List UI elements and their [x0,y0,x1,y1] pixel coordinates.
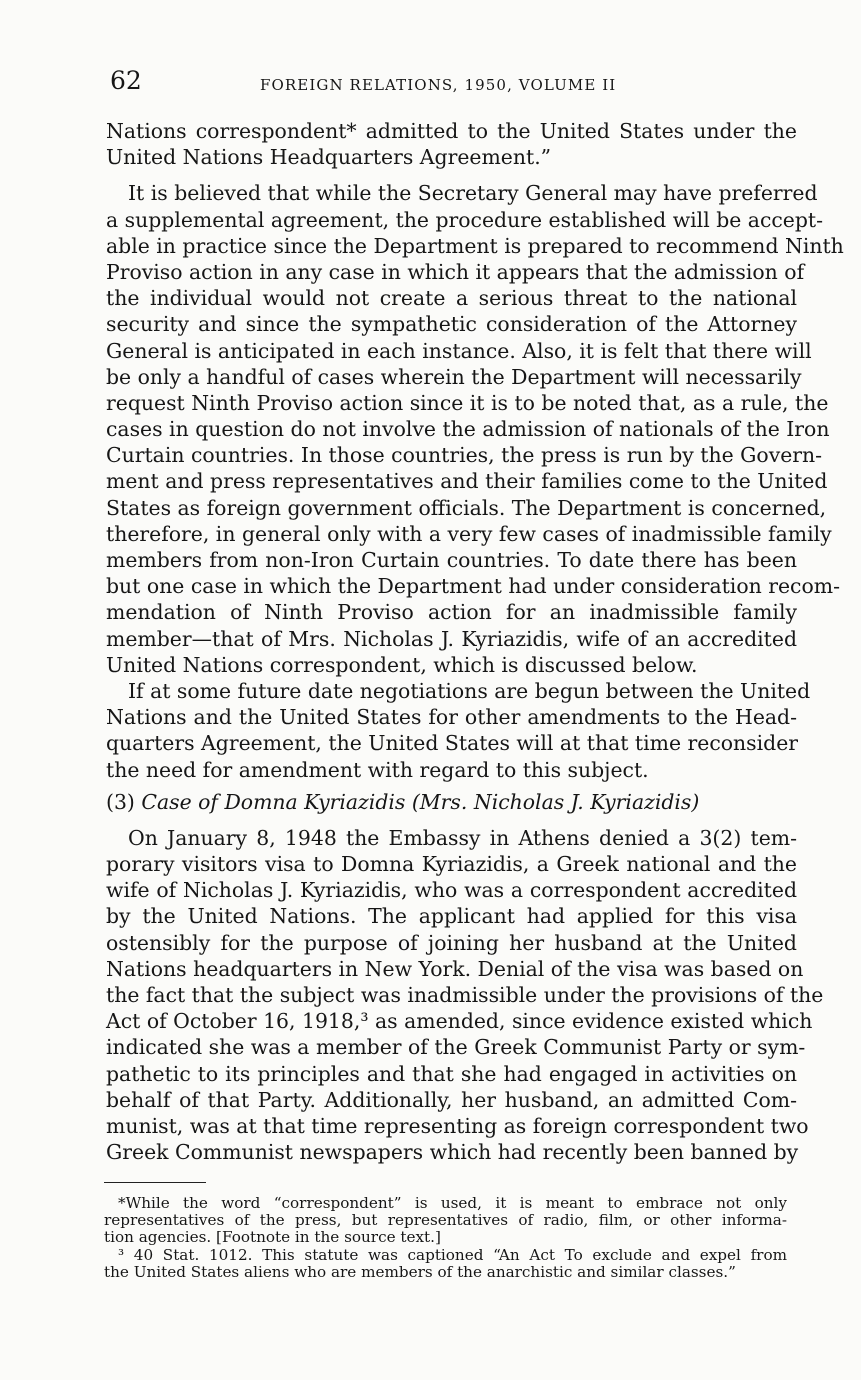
text-line: but one case in which the Department had under consideration recom- [106,574,840,599]
text-line: security and since the sympathetic consideration of the Attorney [106,312,797,337]
text-line: the individual would not create a serious threat to the national [106,286,797,311]
paragraph-visa-denial [106,825,824,1165]
text-line: the fact that the subject was inadmissible under the provisions of the [106,983,824,1007]
text-line: It is believed that while the Secretary General may have preferred [128,181,818,206]
footnotes [104,1195,787,1281]
footnote-line: the United States aliens who are members of the anarchistic and similar classes.” [104,1262,736,1281]
paragraph-continuation [106,118,797,170]
text-line: Curtain countries. In those countries, the press is run by the Govern- [106,443,823,468]
text-line: behalf of that Party. Additionally, her husband, an admitted Com- [106,1087,797,1112]
text-line: porary visitors visa to Domna Kyriazidis, a Greek national and the [106,852,797,877]
text-line: General is anticipated in each instance. Also, it is felt that there will [106,338,812,363]
text-line: United Nations Headquarters Agreement.” [106,145,552,170]
text-line: ment and press representatives and their families come to the United [106,469,828,494]
text-line: Greek Communist newspapers which had recently been banned by [106,1140,799,1165]
text-line: United Nations correspondent, which is discussed below. [106,652,698,677]
footnote-line: ³ 40 Stat. 1012. This statute was captioned “An Act To exclude and expel from [118,1245,787,1264]
paragraph-future-negotiations [106,678,811,783]
running-title: FOREIGN RELATIONS, 1950, VOLUME II [260,76,617,94]
footnote-line: tion agencies. [Footnote in the source text.] [104,1228,441,1247]
text-line: request Ninth Proviso action since it is to be noted that, as a rule, the [106,390,829,415]
text-line: indicated she was a member of the Greek Communist Party or sym- [106,1035,806,1060]
text-line: quarters Agreement, the United States will at that time reconsider [106,731,799,756]
text-line: by the United Nations. The applicant had applied for this visa [106,904,797,929]
text-line: Nations headquarters in New York. Denial of the visa was based on [106,956,804,981]
section-title: Case of Domna Kyriazidis [141,789,406,814]
text-line: Nations and the United States for other amendments to the Head- [106,705,797,730]
text-line: pathetic to its principles and that she had engaged in activities on [106,1061,797,1086]
text-line: able in practice since the Department is prepared to recommend Ninth [106,233,844,258]
body-text [106,118,844,1165]
section-heading [106,789,797,815]
text-line: wife of Nicholas J. Kyriazidis, who was a correspondent accredited [106,878,797,903]
page-header [110,66,800,106]
text-line: States as foreign government officials. The Department is concerned, [106,495,827,520]
text-line: members from non-Iron Curtain countries. To date there has been [106,548,797,572]
text-line: Nations correspondent* admitted to the United States under the [106,119,797,143]
text-line: Act of October 16, 1918,³ as amended, since evidence existed which [106,1009,813,1034]
footnote-divider [104,1182,206,1183]
text-line: be only a handful of cases wherein the Department will necessarily [106,364,802,389]
page-number: 62 [110,66,142,95]
text-line: member—that of Mrs. Nicholas J. Kyriazidis, wife of an accredited [106,626,797,651]
text-line: the need for amendment with regard to this subject. [106,757,649,782]
footnote-3 [104,1247,787,1281]
text-line: If at some future date negotiations are begun between the United [128,678,811,703]
text-line: ostensibly for the purpose of joining her husband at the United [106,930,797,955]
text-line: munist, was at that time representing as foreign correspondent two [106,1113,809,1138]
text-line: therefore, in general only with a very few cases of inadmissible family [106,521,832,546]
footnote-line: *While the word “correspondent” is used, it is meant to embrace not only [118,1194,787,1212]
section-subtitle: (Mrs. Nicholas J. Kyriazidis) [411,789,700,814]
text-line: On January 8, 1948 the Embassy in Athens denied a 3(2) tem- [128,825,797,850]
text-line: a supplemental agreement, the procedure established will be accept- [106,207,823,232]
text-line: Proviso action in any case in which it appears that the admission of [106,259,805,284]
text-line: mendation of Ninth Proviso action for an inadmissible family [106,600,797,625]
section-number: (3) [106,789,135,814]
footnote-line: representatives of the press, but representatives of radio, film, or other informa- [104,1211,787,1230]
paragraph-secretary-general [106,180,844,678]
text-line: cases in question do not involve the admission of nationals of the Iron [106,417,830,442]
footnote-asterisk [104,1195,787,1247]
